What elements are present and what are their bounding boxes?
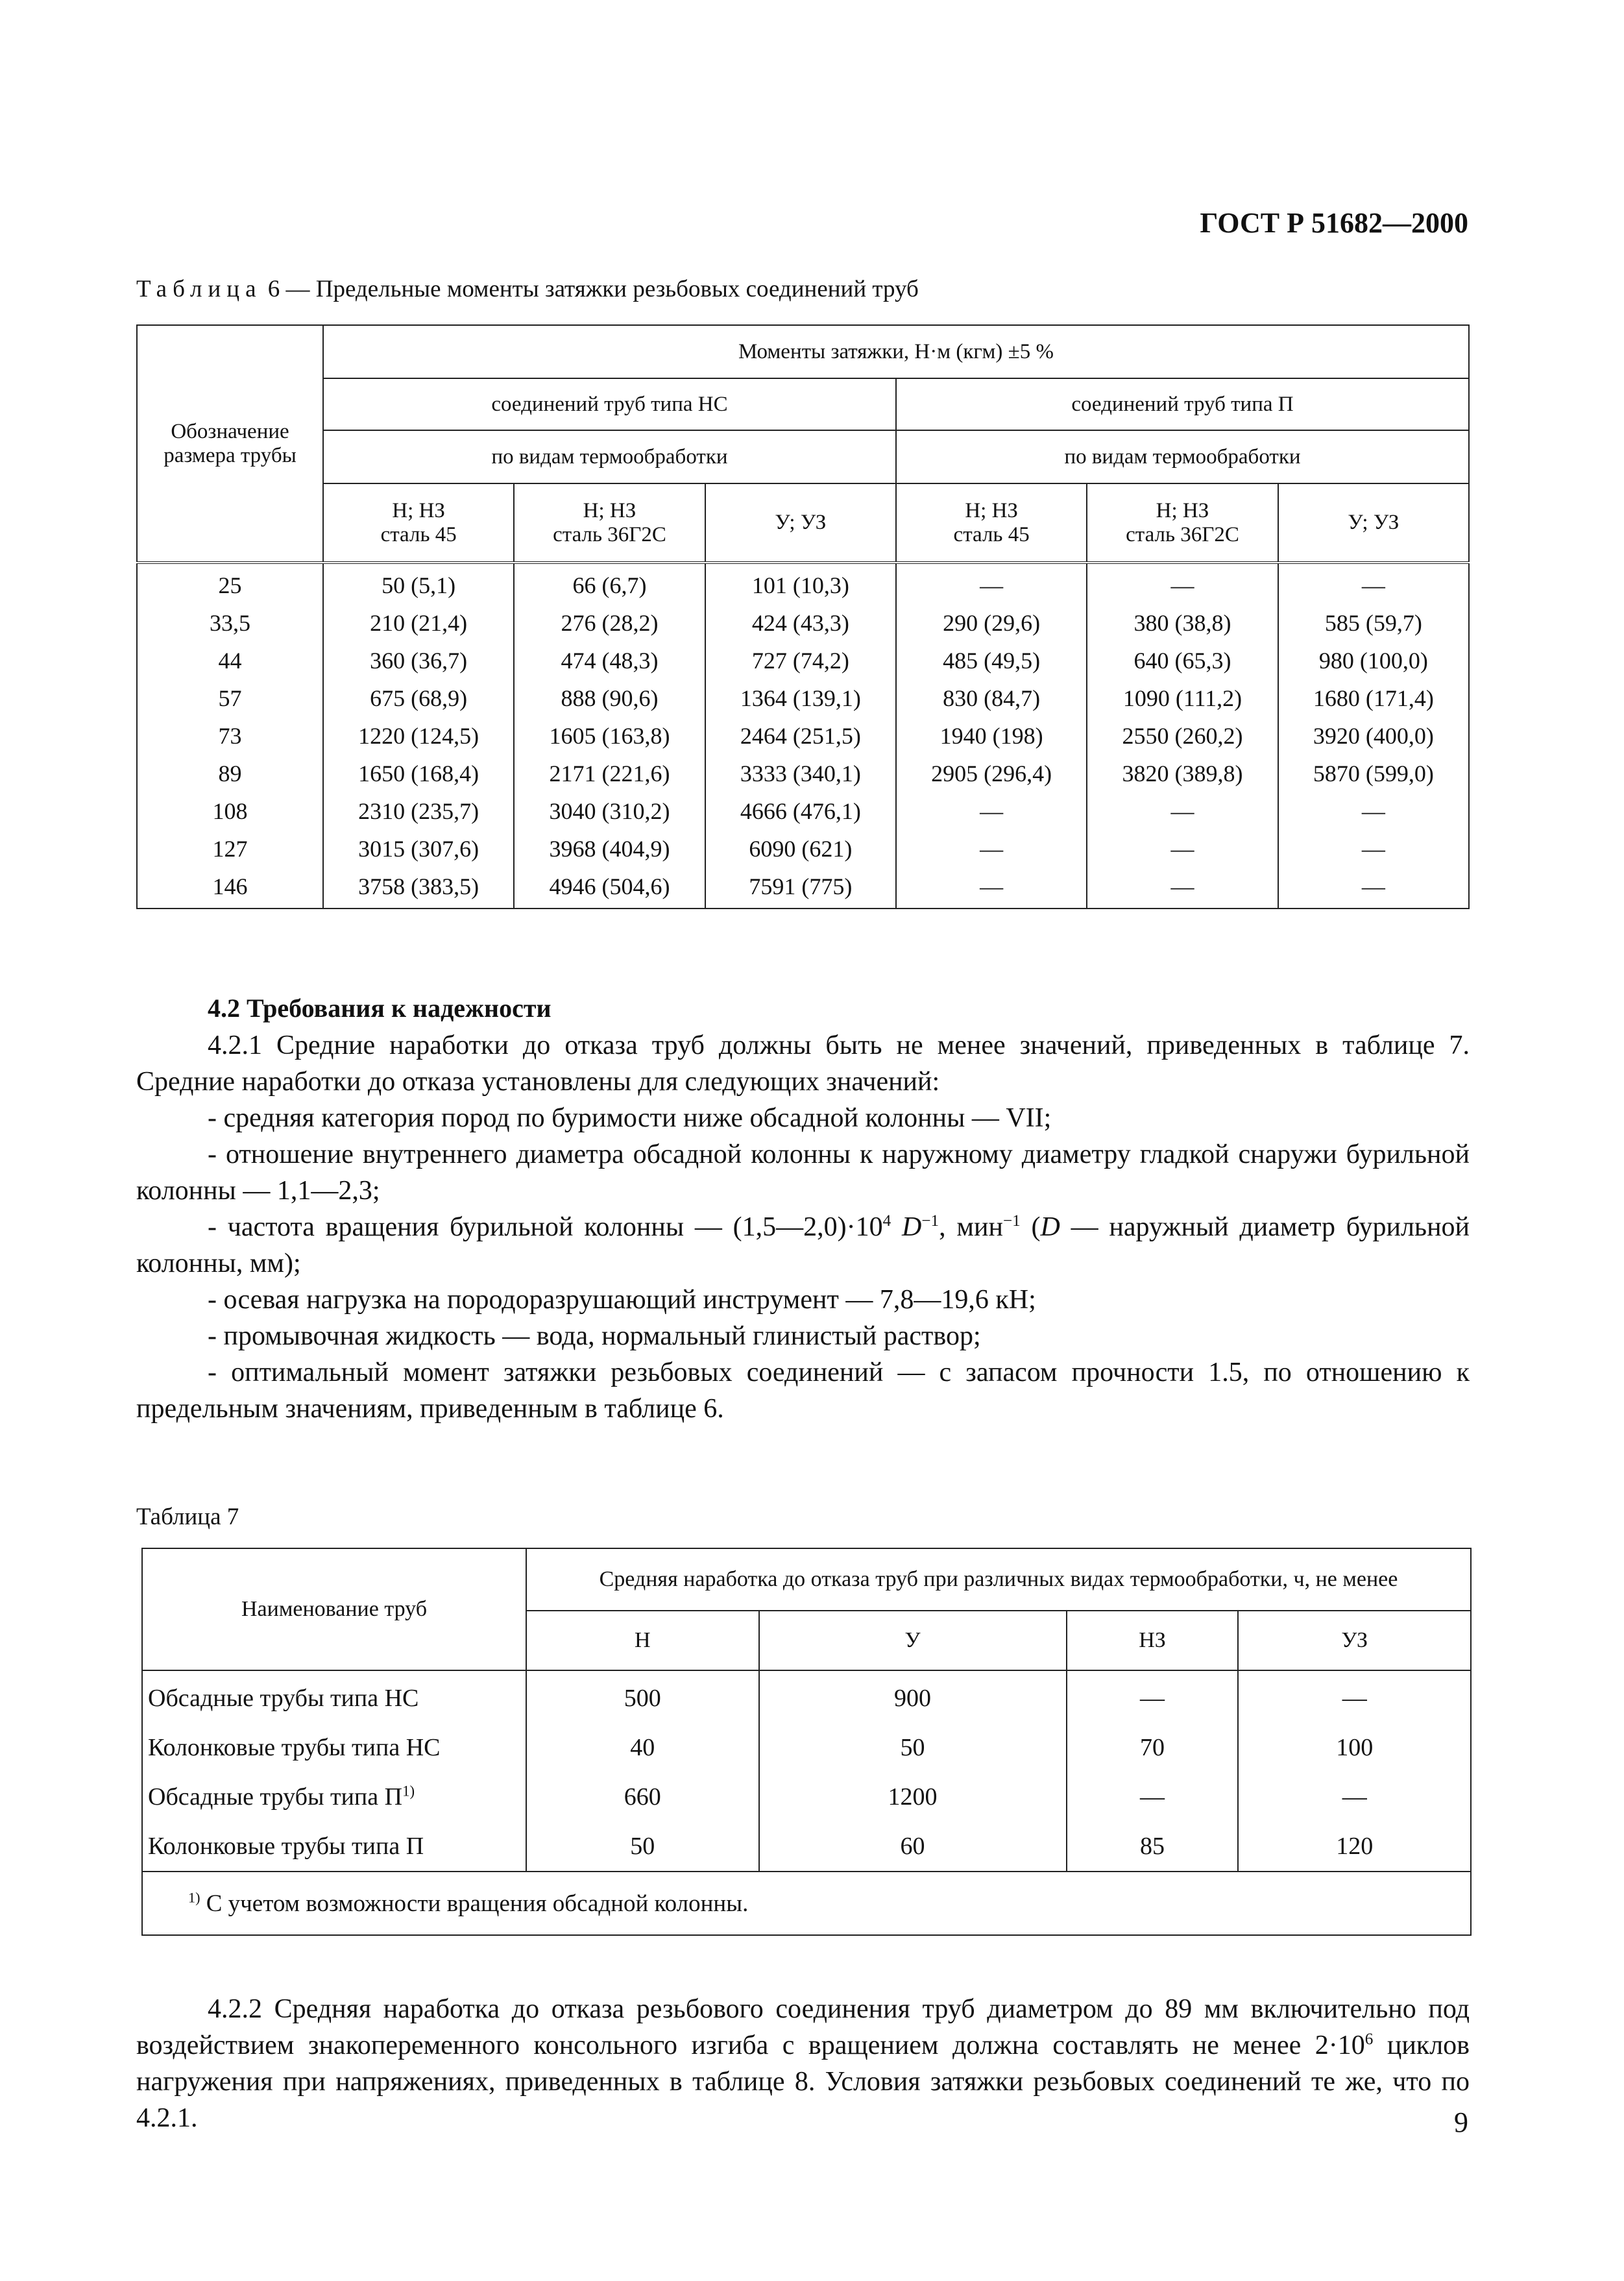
table7-cell-name — [142, 1822, 526, 1872]
table6-row — [137, 679, 1469, 717]
table7-cell-value: — — [1067, 1670, 1239, 1723]
text-run: D — [901, 1212, 922, 1242]
table6-cell-value: 675 (68,9) — [323, 679, 514, 717]
table6-cell-value: 1364 (139,1) — [705, 679, 896, 717]
table7-cell-value: 50 — [526, 1822, 759, 1872]
table7-cell-value: 70 — [1067, 1723, 1239, 1772]
table6-cell-value: 1605 (163,8) — [514, 717, 705, 755]
table6-cell-value: 1680 (171,4) — [1278, 679, 1469, 717]
table7-row — [142, 1723, 1471, 1772]
table7-cell-value: 50 — [759, 1723, 1067, 1772]
table7-name-text: Обсадные трубы типа П — [148, 1783, 403, 1811]
page-number: 9 — [1454, 2106, 1468, 2138]
table6-row — [137, 868, 1469, 909]
table6-cell-value: 888 (90,6) — [514, 679, 705, 717]
table6-cell-value: 1220 (124,5) — [323, 717, 514, 755]
table6-cell-value: 4946 (504,6) — [514, 868, 705, 909]
table6-cell-size: 33,5 — [137, 604, 323, 642]
table6-cell-value: 2171 (221,6) — [514, 755, 705, 792]
table7-header-col: У — [759, 1611, 1067, 1670]
table6-cell-value: 2905 (296,4) — [896, 755, 1087, 792]
table7-header-col: УЗ — [1238, 1611, 1471, 1670]
table7-cell-name — [142, 1772, 526, 1822]
table6-cell-size: 89 — [137, 755, 323, 792]
table7-row — [142, 1670, 1471, 1723]
text-run: ( — [1020, 1212, 1041, 1242]
text-run: - частота вращения бурильной колонны — (1,5—2,0)·10 — [208, 1212, 883, 1242]
table6-sub-header: У; УЗ — [1278, 483, 1469, 563]
table6-header-heat-p: по видам термообработки — [896, 430, 1469, 483]
sub-label: Н; НЗ — [1156, 498, 1209, 522]
table6-cell-value: — — [1087, 868, 1278, 909]
table6-row — [137, 717, 1469, 755]
sub-label: сталь 45 — [953, 522, 1030, 546]
table6-cell-value: — — [1278, 868, 1469, 909]
table7-cell-value: 100 — [1238, 1723, 1471, 1772]
table6-cell-value: — — [896, 792, 1087, 830]
table6-row — [137, 830, 1469, 868]
table6-cell-value: — — [1278, 792, 1469, 830]
superscript: −1 — [921, 1212, 939, 1230]
table7-cell-value: 120 — [1238, 1822, 1471, 1872]
table6-cell-value: 5870 (599,0) — [1278, 755, 1469, 792]
table6-cell-value: 276 (28,2) — [514, 604, 705, 642]
table6-cell-value: — — [896, 868, 1087, 909]
table6-cell-value: 640 (65,3) — [1087, 642, 1278, 679]
sub-label: сталь 36Г2С — [1126, 522, 1239, 546]
table6-header-size: Обозначение размера трубы — [137, 325, 323, 563]
table6-cell-size: 127 — [137, 830, 323, 868]
bullet-rotation-speed — [136, 1209, 1470, 1282]
text-run: D — [1040, 1212, 1060, 1242]
table7-row — [142, 1822, 1471, 1872]
sub-label: Н; НЗ — [965, 498, 1018, 522]
table7-cell-value: 85 — [1067, 1822, 1239, 1872]
table7-name-text: Колонковые трубы типа П — [148, 1833, 424, 1860]
table7-cell-value: — — [1238, 1670, 1471, 1723]
table6-header-group-p: соединений труб типа П — [896, 378, 1469, 430]
table6-cell-value: 290 (29,6) — [896, 604, 1087, 642]
table6-cell-value: 6090 (621) — [705, 830, 896, 868]
sub-label: сталь 36Г2С — [553, 522, 666, 546]
bullet-rock-category: - средняя категория пород по буримости ниже обсадной колонны — VII; — [208, 1103, 1052, 1133]
table6-cell-value: — — [1087, 563, 1278, 604]
text-run: 4.2.2 Средняя наработка до отказа резьбового соединения труб диаметром до 89 мм включительно под воздействием знакопеременного консольного изгиба с вращением должна составлять не менее 2·10 — [136, 1994, 1470, 2060]
table6-cell-value: 360 (36,7) — [323, 642, 514, 679]
table6-cell-value: 585 (59,7) — [1278, 604, 1469, 642]
bullet-diameter-ratio: - отношение внутреннего диаметра обсадной колонны к наружному диаметру гладкой снаружи бурильной колонны — 1,1—2,3; — [136, 1140, 1470, 1206]
table6-row — [137, 563, 1469, 604]
sub-label: Н; НЗ — [392, 498, 445, 522]
table6-cell-size: 44 — [137, 642, 323, 679]
table7-caption: Таблица 7 — [136, 1504, 239, 1530]
document-code: ГОСТ Р 51682—2000 — [1200, 207, 1468, 239]
table6-cell-size: 108 — [137, 792, 323, 830]
table6-cell-value: 66 (6,7) — [514, 563, 705, 604]
table6 — [136, 324, 1470, 909]
table7-name-text: Обсадные трубы типа НС — [148, 1685, 419, 1712]
table6-cell-value: — — [896, 830, 1087, 868]
table7-cell-name — [142, 1723, 526, 1772]
table6-cell-size: 73 — [137, 717, 323, 755]
table6-cell-value: 727 (74,2) — [705, 642, 896, 679]
superscript: 6 — [1364, 2031, 1374, 2048]
table6-sub-header — [896, 483, 1087, 563]
table6-cell-value: 1650 (168,4) — [323, 755, 514, 792]
table6-cell-value: 4666 (476,1) — [705, 792, 896, 830]
table7-cell-value: — — [1067, 1772, 1239, 1822]
paragraph-4-2-2 — [136, 1991, 1470, 2136]
section-body — [136, 1027, 1470, 1427]
table6-sub-header: У; УЗ — [705, 483, 896, 563]
table6-sub-header — [514, 483, 705, 563]
table6-sub-header — [323, 483, 514, 563]
table6-cell-value: 7591 (775) — [705, 868, 896, 909]
text-run: — наружный диаметр бурильной колонны, мм); — [136, 1212, 1470, 1278]
table7-name-text: Колонковые трубы типа НС — [148, 1734, 441, 1761]
sub-label: Н; НЗ — [583, 498, 636, 522]
table7-cell-value: 660 — [526, 1772, 759, 1822]
table6-caption — [136, 275, 919, 303]
table6-cell-value: 380 (38,8) — [1087, 604, 1278, 642]
superscript: 4 — [882, 1212, 891, 1230]
table7-header-group: Средняя наработка до отказа труб при различных видах термообработки, ч, не менее — [526, 1548, 1471, 1611]
table6-row — [137, 604, 1469, 642]
table6-cell-value: 1090 (111,2) — [1087, 679, 1278, 717]
table6-cell-value: 1940 (198) — [896, 717, 1087, 755]
table6-cell-value: 210 (21,4) — [323, 604, 514, 642]
table6-cell-value: — — [1278, 563, 1469, 604]
table7-header-col: НЗ — [1067, 1611, 1239, 1670]
table7-cell-value: 40 — [526, 1723, 759, 1772]
table6-row — [137, 755, 1469, 792]
table7-cell-value: 900 — [759, 1670, 1067, 1723]
table7-header-col: Н — [526, 1611, 759, 1670]
table6-cell-value: 2464 (251,5) — [705, 717, 896, 755]
table6-cell-value: 3920 (400,0) — [1278, 717, 1469, 755]
table6-caption-number: 6 — [267, 276, 280, 302]
table6-cell-value: 485 (49,5) — [896, 642, 1087, 679]
table6-cell-value: — — [1087, 792, 1278, 830]
table7-cell-value: 500 — [526, 1670, 759, 1723]
table6-cell-value: 3333 (340,1) — [705, 755, 896, 792]
table6-row — [137, 792, 1469, 830]
table6-header-group-nc: соединений труб типа НС — [323, 378, 896, 430]
paragraph-4-2-1: 4.2.1 Средние наработки до отказа труб должны быть не менее значений, приведенных в таблице 7. Средние наработки до отказа установлены для следующих значений: — [136, 1031, 1470, 1097]
table7-footnote — [142, 1872, 1471, 1935]
table7-cell-value: — — [1238, 1772, 1471, 1822]
footnote-text: С учетом возможности вращения обсадной колонны. — [200, 1890, 749, 1917]
table6-cell-value: 3758 (383,5) — [323, 868, 514, 909]
bullet-tightening-moment: - оптимальный момент затяжки резьбовых соединений — с запасом прочности 1.5, по отношению к предельным значениям, приведенным в таблице 6. — [136, 1358, 1470, 1424]
table7-cell-value: 1200 — [759, 1772, 1067, 1822]
bullet-flushing-fluid: - промывочная жидкость — вода, нормальный глинистый раствор; — [208, 1321, 981, 1351]
text-run: циклов нагружения при напряжениях, приведенных в таблице 8. Условия затяжки резьбовых соединений те же, что по 4.2.1. — [136, 2031, 1470, 2133]
table6-cell-value: 474 (48,3) — [514, 642, 705, 679]
table6-cell-value: — — [1278, 830, 1469, 868]
footnote-mark: 1) — [402, 1783, 415, 1799]
table6-cell-value: 3820 (389,8) — [1087, 755, 1278, 792]
table6-caption-title: — Предельные моменты затяжки резьбовых соединений труб — [285, 276, 919, 302]
table6-cell-value: — — [1087, 830, 1278, 868]
sub-label: сталь 45 — [380, 522, 457, 546]
table6-cell-size: 25 — [137, 563, 323, 604]
table6-cell-value: 3968 (404,9) — [514, 830, 705, 868]
table6-row — [137, 642, 1469, 679]
table7-row — [142, 1772, 1471, 1822]
text-run: , мин — [939, 1212, 1003, 1242]
table6-cell-value: 830 (84,7) — [896, 679, 1087, 717]
table6-cell-size: 57 — [137, 679, 323, 717]
table6-cell-value: 50 (5,1) — [323, 563, 514, 604]
table6-cell-value: 424 (43,3) — [705, 604, 896, 642]
table6-sub-header — [1087, 483, 1278, 563]
table6-cell-value: 2550 (260,2) — [1087, 717, 1278, 755]
table7 — [141, 1548, 1472, 1936]
table6-cell-value: 3015 (307,6) — [323, 830, 514, 868]
table7-cell-name — [142, 1670, 526, 1723]
footnote-mark: 1) — [188, 1889, 200, 1906]
table6-cell-value: 980 (100,0) — [1278, 642, 1469, 679]
superscript: −1 — [1002, 1212, 1021, 1230]
table6-header-heat-nc: по видам термообработки — [323, 430, 896, 483]
table6-cell-value: 2310 (235,7) — [323, 792, 514, 830]
table6-cell-value: 3040 (310,2) — [514, 792, 705, 830]
paragraph-text — [136, 1991, 1470, 2136]
table6-cell-value: 101 (10,3) — [705, 563, 896, 604]
table6-header-moments: Моменты затяжки, Н·м (кгм) ±5 % — [323, 325, 1469, 378]
table6-cell-size: 146 — [137, 868, 323, 909]
table7-cell-value: 60 — [759, 1822, 1067, 1872]
table7-header-name: Наименование труб — [142, 1548, 526, 1670]
bullet-axial-load: - осевая нагрузка на породоразрушающий инструмент — 7,8—19,6 кН; — [208, 1285, 1036, 1315]
table6-caption-word: Таблица — [136, 276, 262, 302]
table6-cell-value: — — [896, 563, 1087, 604]
section-heading: 4.2 Требования к надежности — [208, 994, 551, 1023]
